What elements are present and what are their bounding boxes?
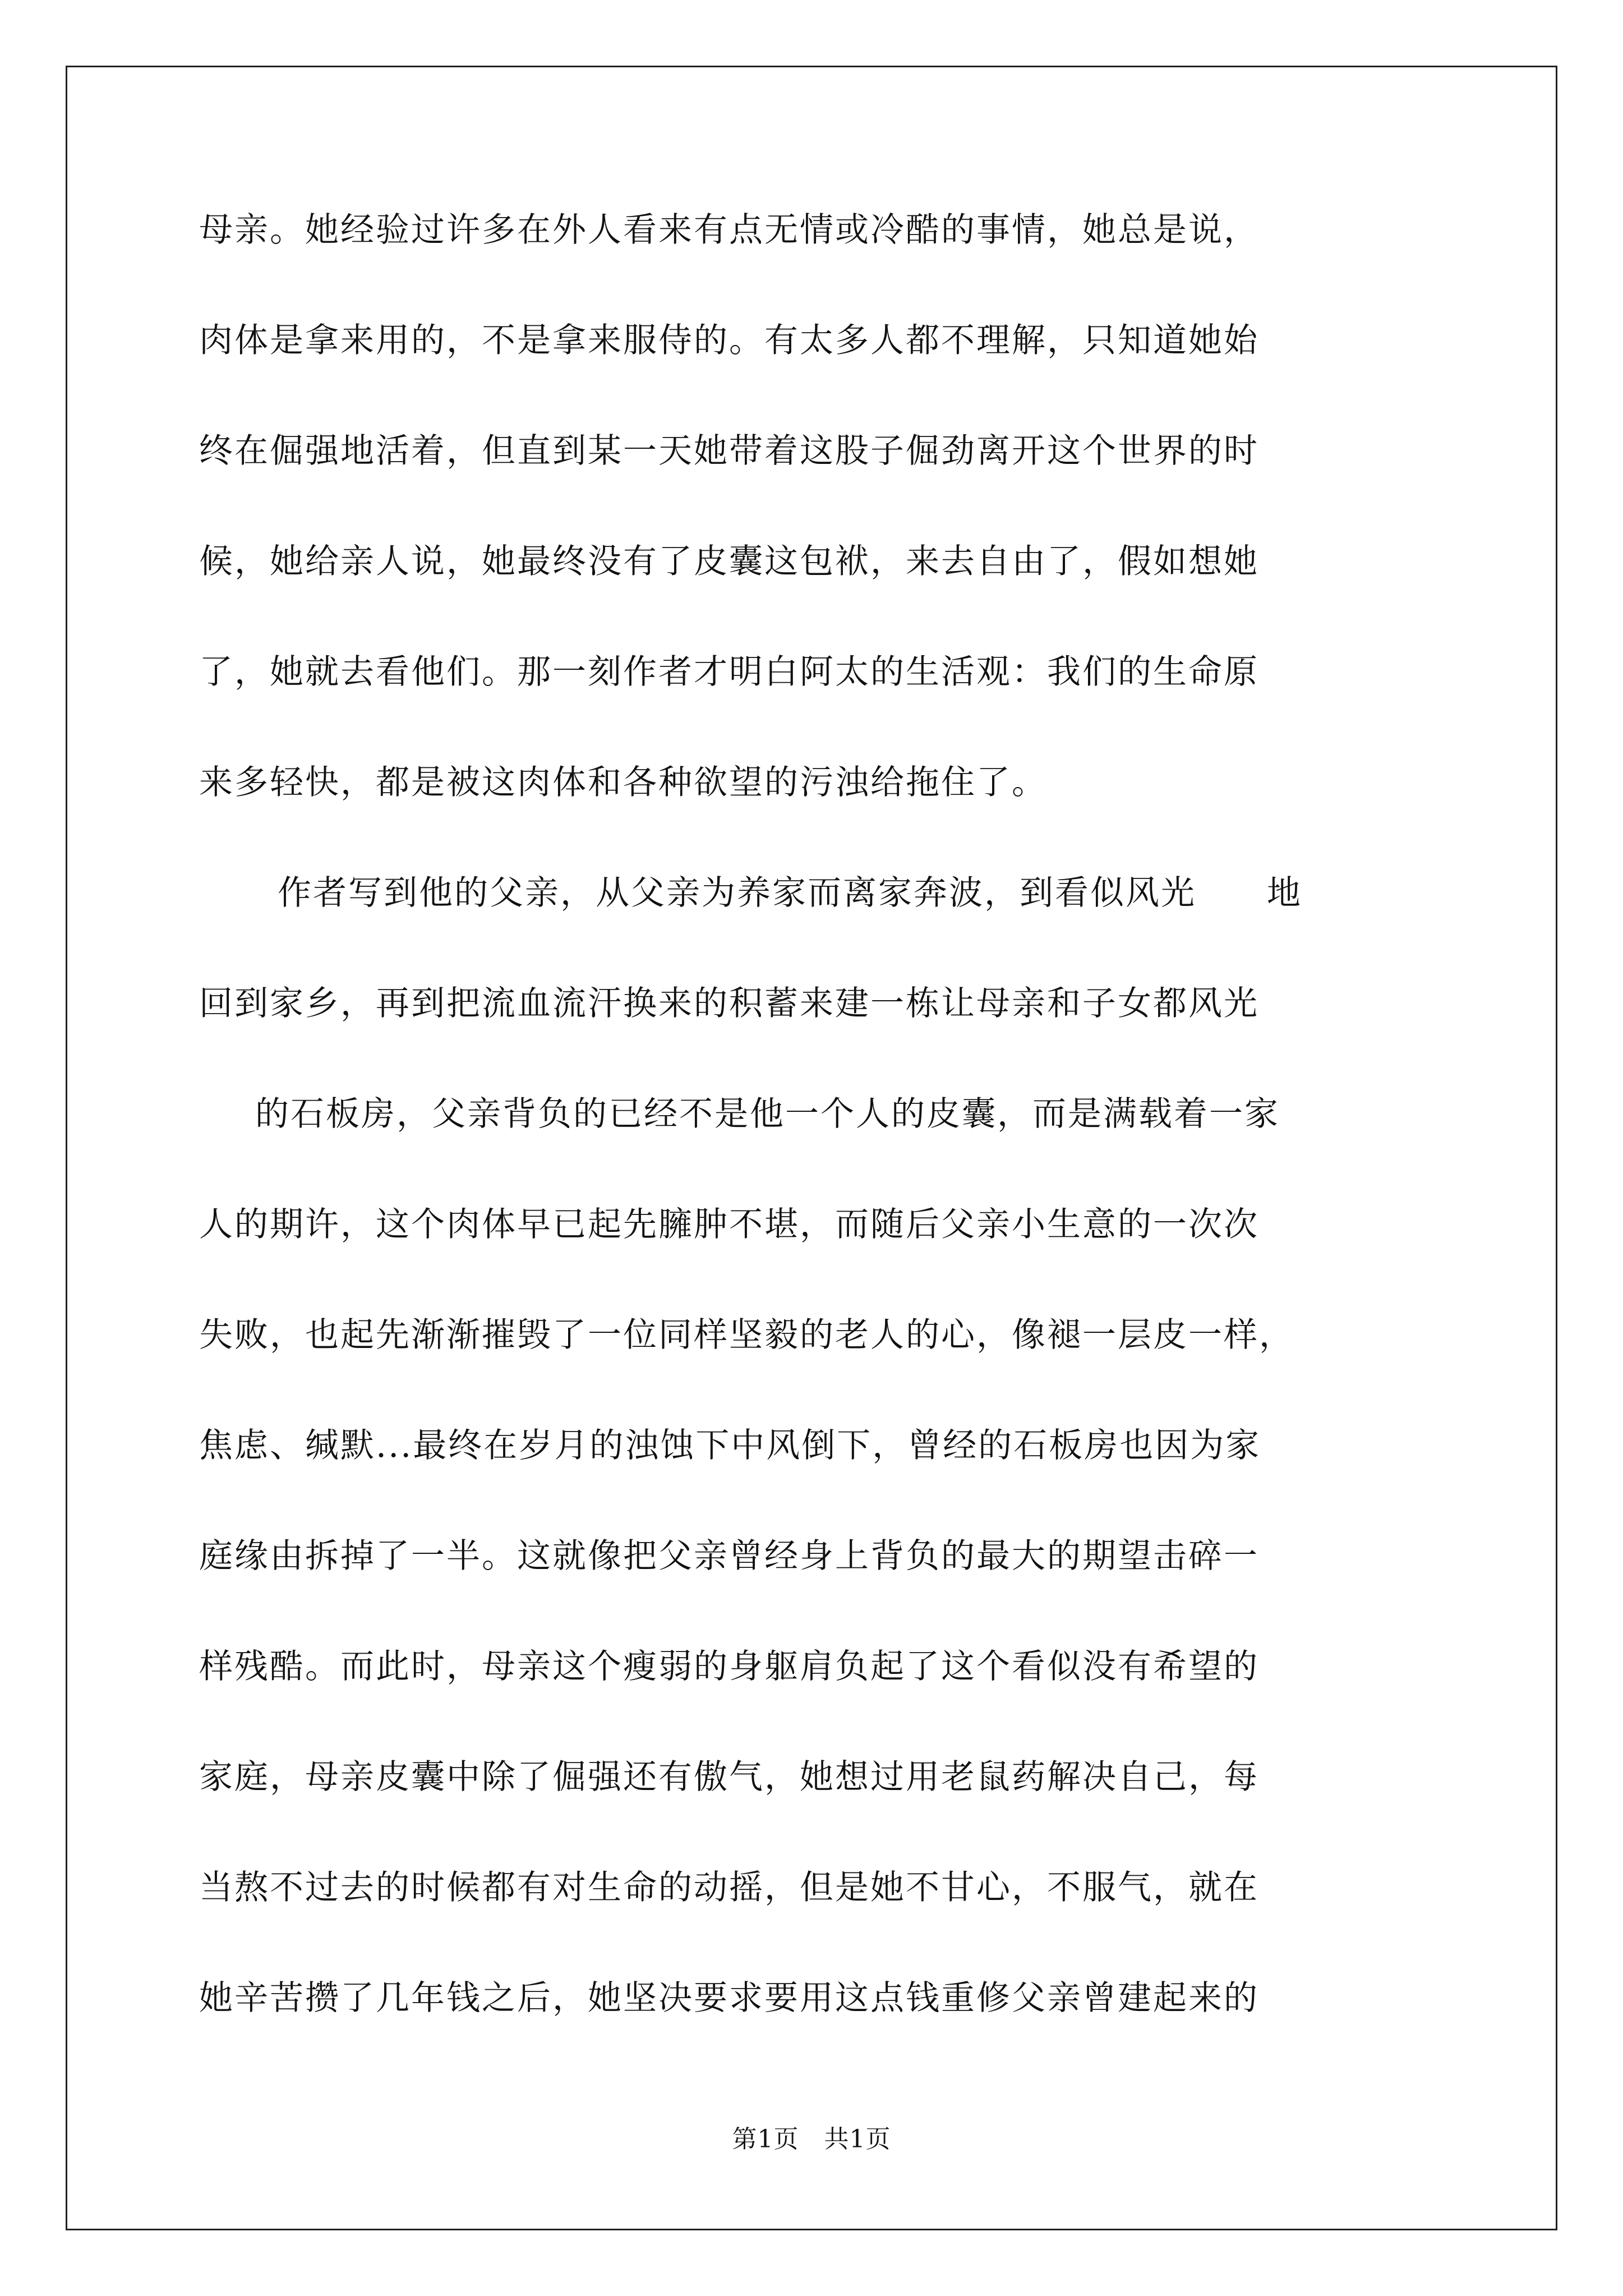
text-line: 当熬不过去的时候都有对生命的动摇，但是她不甘心，不服气，就在 [199, 1868, 1259, 1907]
text-line: 焦虑、缄默...最终在岁月的浊蚀下中风倒下，曾经的石板房也因为家 [199, 1426, 1261, 1465]
text-line: 回到家乡，再到把流血流汗换来的积蓄来建一栋让母亲和子女都风光 [199, 984, 1259, 1023]
text-line: 肉体是拿来用的，不是拿来服侍的。有太多人都不理解，只知道她始 [199, 321, 1259, 360]
text-line: 的石板房，父亲背负的已经不是他一个人的皮囊，而是满载着一家 [255, 1094, 1280, 1134]
text-line: 失败，也起先渐渐摧毁了一位同样坚毅的老人的心，像褪一层皮一样， [199, 1315, 1294, 1355]
text-line: 终在倔强地活着，但直到某一天她带着这股子倔劲离开这个世界的时 [199, 431, 1259, 471]
page-number-footer: 第1页 共1页 [732, 2125, 891, 2154]
text-line: 母亲。她经验过许多在外人看来有点无情或冷酷的事情，她总是说， [199, 210, 1259, 250]
text-line: 人的期许，这个肉体早已起先臃肿不堪，而随后父亲小生意的一次次 [199, 1205, 1259, 1244]
paragraph-start-line: 作者写到他的父亲，从父亲为养家而离家奔波，到看似风光 地 [278, 873, 1302, 913]
text-line: 候，她给亲人说，她最终没有了皮囊这包袱，来去自由了，假如想她 [199, 542, 1259, 581]
text-line: 家庭，母亲皮囊中除了倔强还有傲气，她想过用老鼠药解决自己，每 [199, 1757, 1259, 1797]
text-line: 来多轻快，都是被这肉体和各种欲望的污浊给拖住了。 [199, 763, 1047, 802]
text-line: 了，她就去看他们。那一刻作者才明白阿太的生活观：我们的生命原 [199, 652, 1259, 692]
text-line: 她辛苦攒了几年钱之后，她坚决要求要用这点钱重修父亲曾建起来的 [199, 1978, 1259, 2018]
text-line: 庭缘由拆掉了一半。这就像把父亲曾经身上背负的最大的期望击碎一 [199, 1536, 1259, 1576]
text-line: 样残酷。而此时，母亲这个瘦弱的身躯肩负起了这个看似没有希望的 [199, 1647, 1259, 1686]
